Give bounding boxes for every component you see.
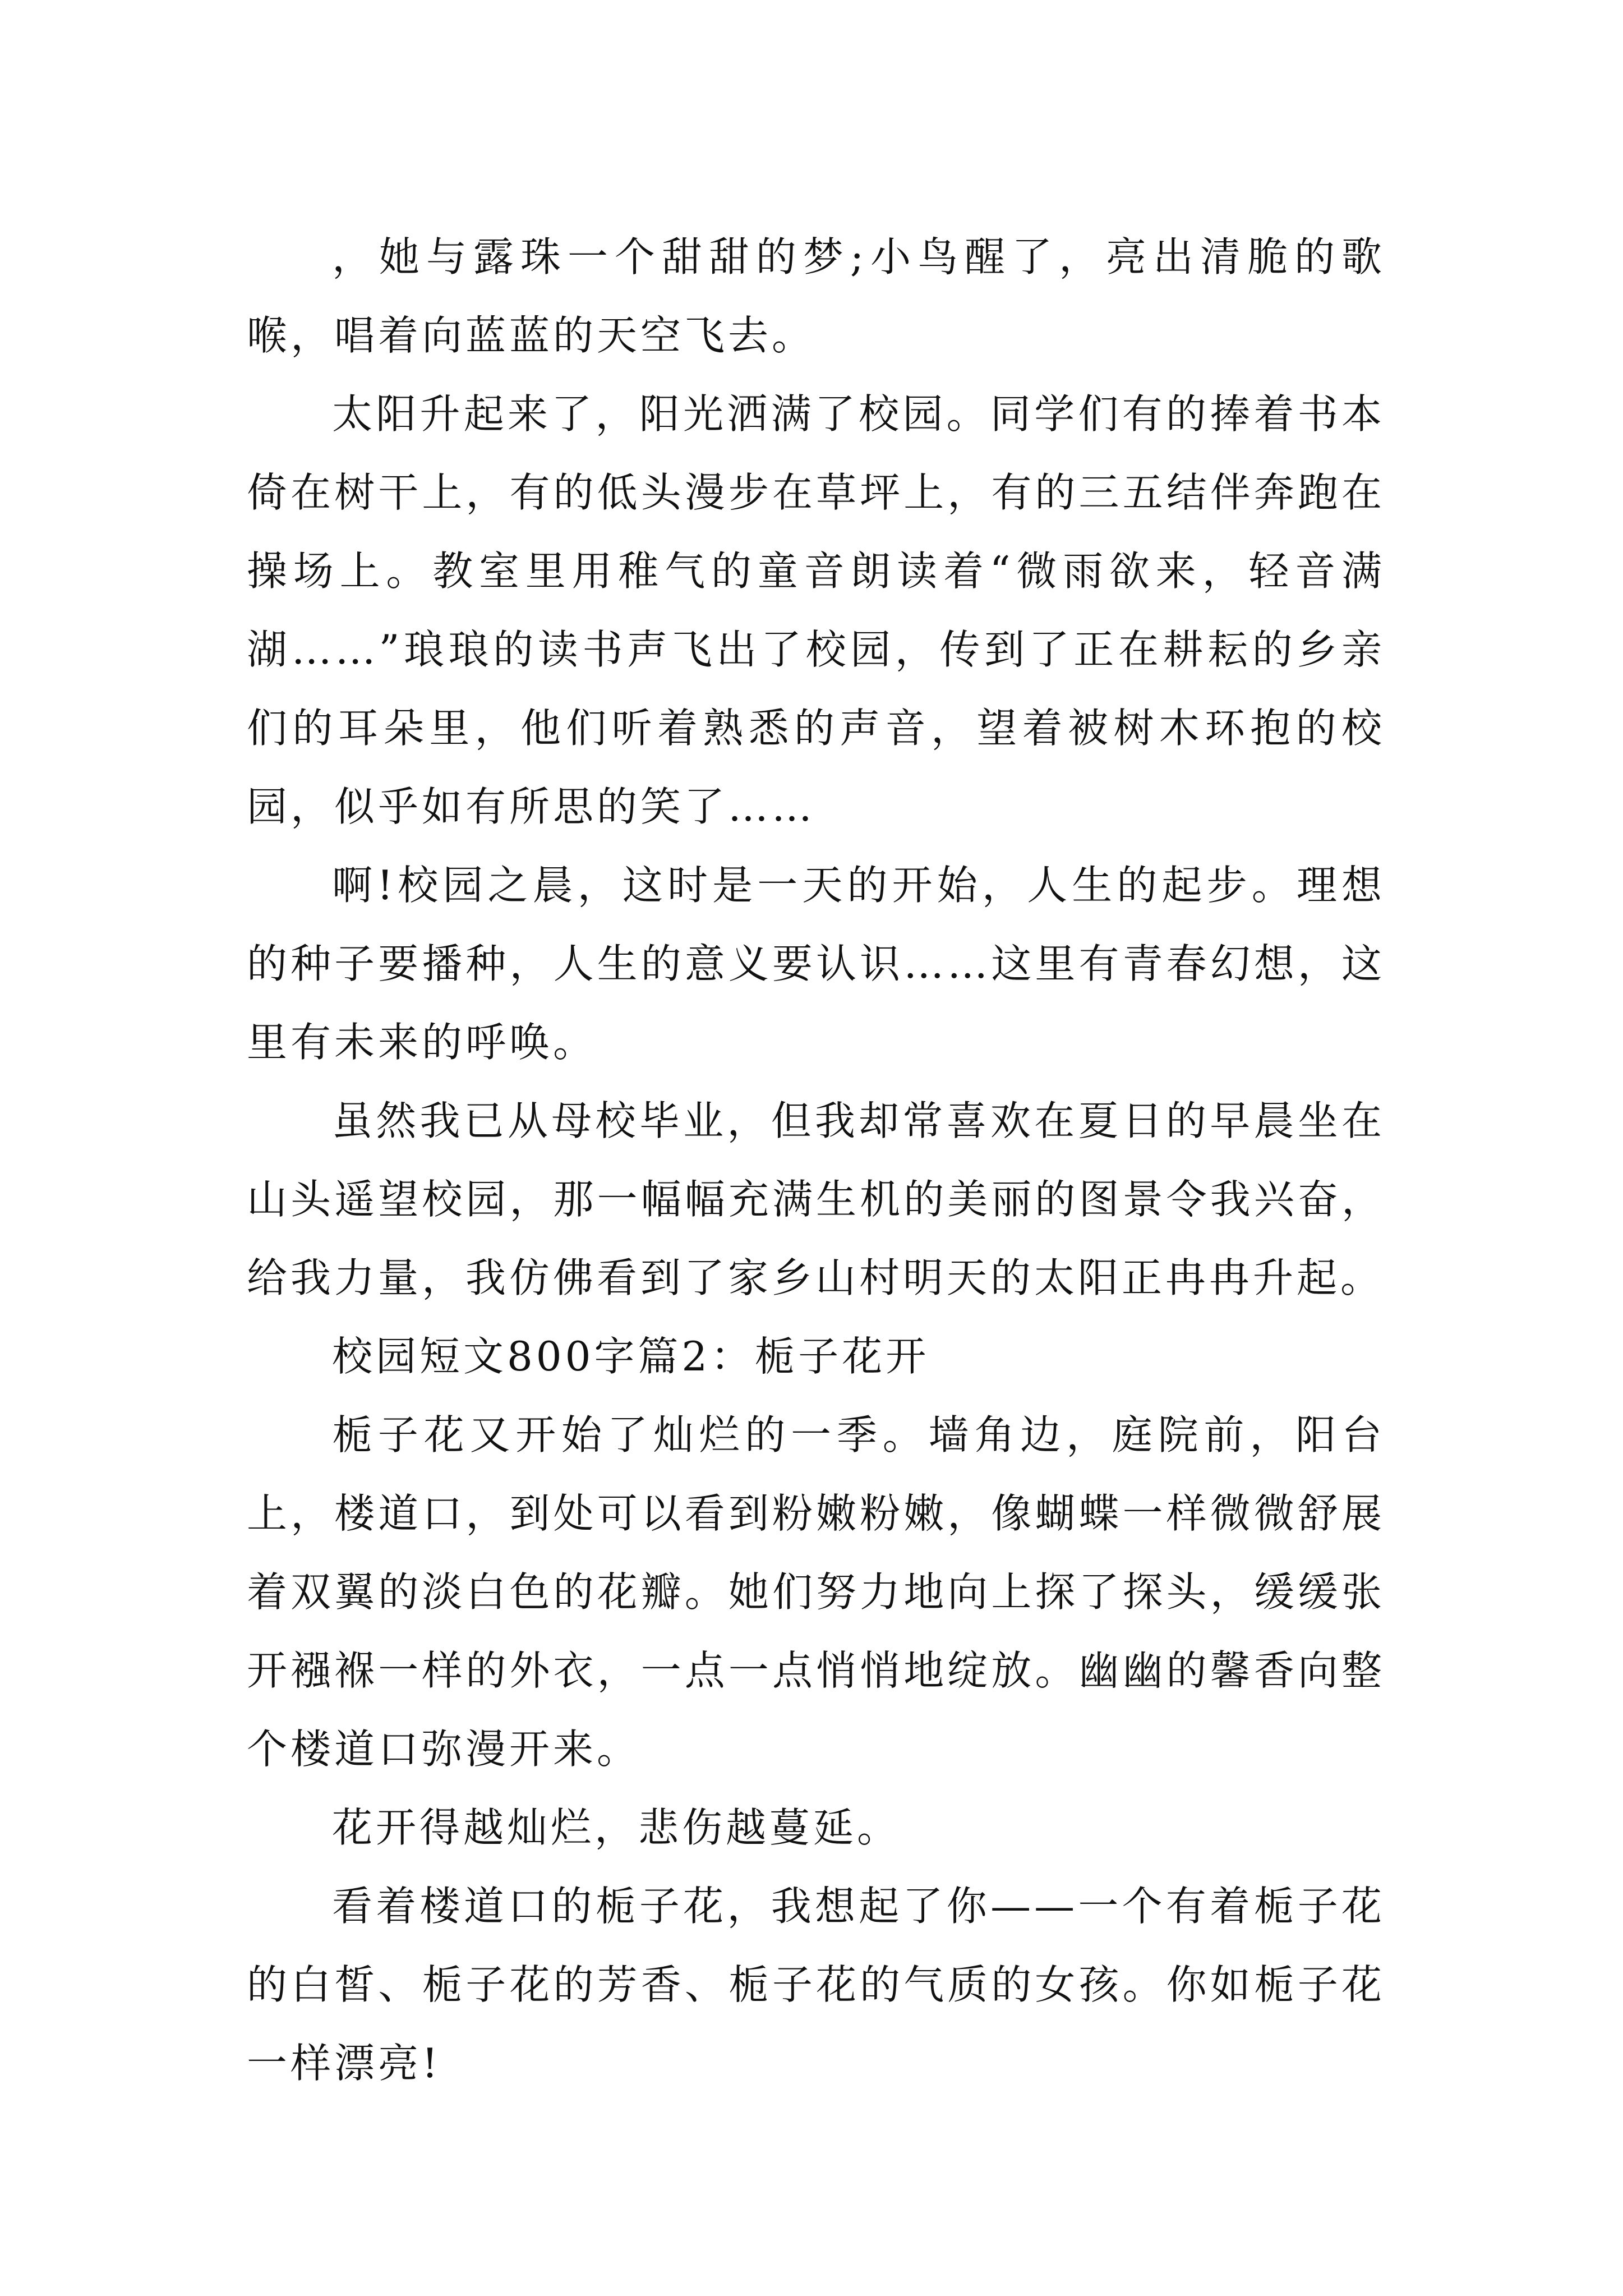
paragraph: 花开得越灿烂，悲伤越蔓延。: [332, 1804, 901, 1851]
paragraph: ，她与露珠一个甜甜的梦;小鸟醒了，亮出清脆的歌喉，唱着向蓝蓝的天空飞去。: [247, 233, 1385, 359]
paragraph: 啊!校园之晨，这时是一天的开始，人生的起步。理想的种子要播种，人生的意义要认识……这里有青春幻想，这里有未来的呼唤。: [247, 862, 1385, 1066]
document-body: [247, 218, 1385, 2102]
paragraph: 虽然我已从母校毕业，但我却常喜欢在夏日的早晨坐在山头遥望校园，那一幅幅充满生机的美丽的图景令我兴奋，给我力量，我仿佛看到了家乡山村明天的太阳正冉冉升起。: [247, 1097, 1385, 1301]
paragraph: 太阳升起来了，阳光洒满了校园。同学们有的捧着书本倚在树干上，有的低头漫步在草坪上，有的三五结伴奔跑在操场上。教室里用稚气的童音朗读着“微雨欲来，轻音满湖……”琅琅的读书声飞出了校园，传到了正在耕耘的乡亲们的耳朵里，他们听着熟悉的声音，望着被树木环抱的校园，似乎如有所思的笑了……: [247, 390, 1385, 830]
paragraph: 栀子花又开始了灿烂的一季。墙角边，庭院前，阳台上，楼道口，到处可以看到粉嫩粉嫩，像蝴蝶一样微微舒展着双翼的淡白色的花瓣。她们努力地向上探了探头，缓缓张开襁褓一样的外衣，一点一点悄悄地绽放。幽幽的馨香向整个楼道口弥漫开来。: [247, 1411, 1385, 1773]
section-heading: 校园短文800字篇2：栀子花开: [332, 1333, 930, 1380]
paragraph: 看着楼道口的栀子花，我想起了你——一个有着栀子花的白皙、栀子花的芳香、栀子花的气质的女孩。你如栀子花一样漂亮!: [247, 1883, 1385, 2087]
